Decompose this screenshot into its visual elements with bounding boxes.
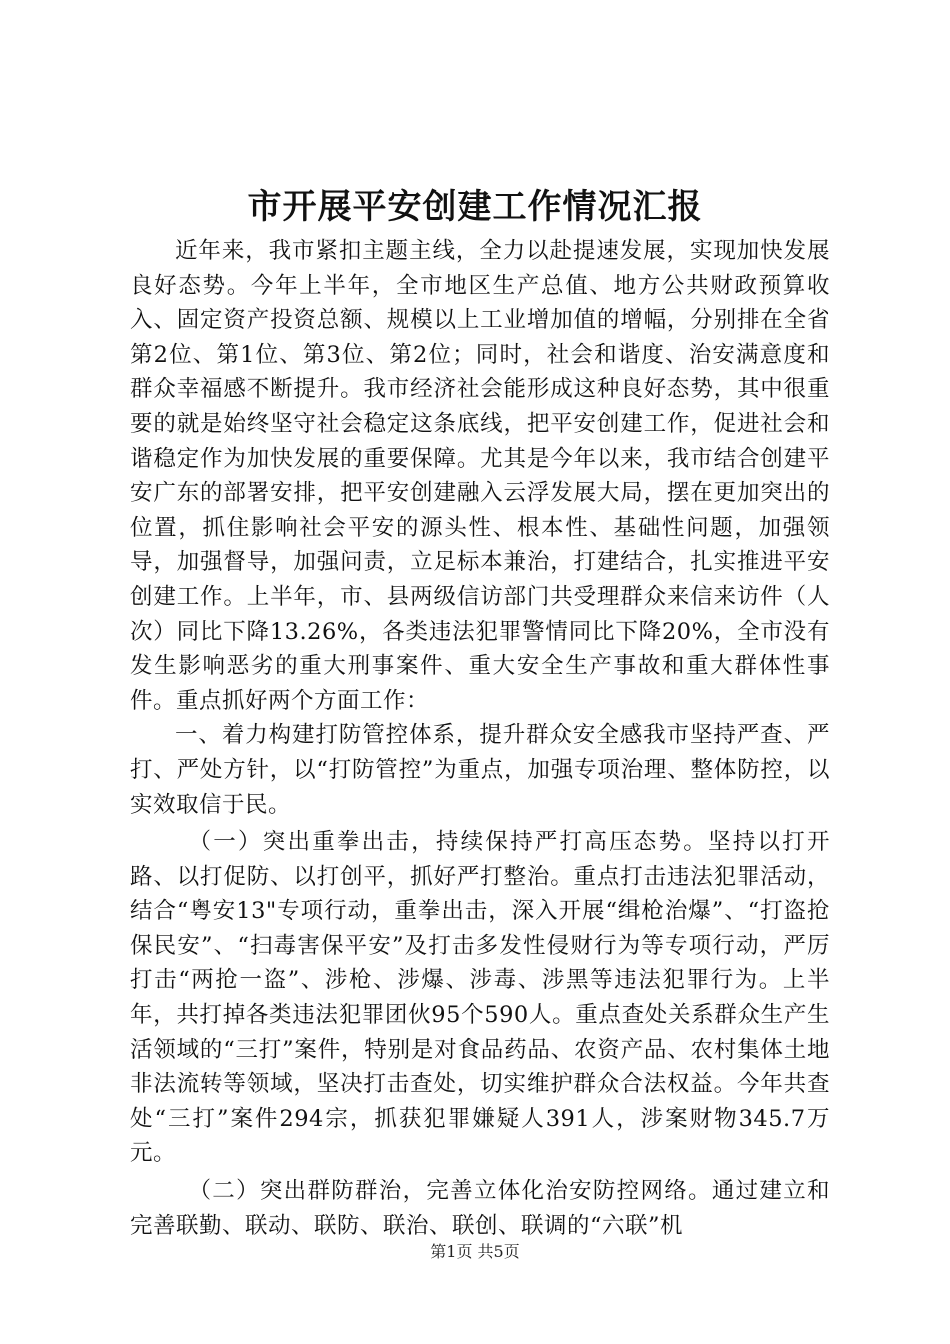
paragraph-subsection-2: （二）突出群防群治，完善立体化治安防控网络。通过建立和完善联勤、联动、联防、联治、联创、联调的“六联”机	[130, 1178, 830, 1239]
page-footer: 第1页 共5页	[430, 1242, 520, 1261]
document-body	[130, 234, 830, 1243]
paragraph-intro: 近年来，我市紧扣主题主线，全力以赴提速发展，实现加快发展良好态势。今年上半年，全市地区生产总值、地方公共财政预算收入、固定资产投资总额、规模以上工业增加值的增幅，分别排在全省第2位、第1位、第3位、第2位；同时，社会和谐度、治安满意度和群众幸福感不断提升。我市经济社会能形成这种良好态势，其中很重要的就是始终坚守社会稳定这条底线，把平安创建工作，促进社会和谐稳定作为加快发展的重要保障。尤其是今年以来，我市结合创建平安广东的部署安排，把平安创建融入云浮发展大局，摆在更加突出的位置，抓住影响社会平安的源头性、根本性、基础性问题，加强领导，加强督导，加强问责，立足标本兼治，打建结合，扎实推进平安创建工作。上半年，市、县两级信访部门共受理群众来信来访件（人次）同比下降13.26%，各类违法犯罪警情同比下降20%，全市没有发生影响恶劣的重大刑事案件、重大安全生产事故和重大群体性事件。重点抓好两个方面工作：	[130, 238, 830, 714]
document-title: 市开展平安创建工作情况汇报	[247, 187, 703, 227]
paragraph-section-1: 一、着力构建打防管控体系，提升群众安全感我市坚持严查、严打、严处方针，以“打防管控”为重点，加强专项治理、整体防控，以实效取信于民。	[130, 722, 830, 818]
paragraph-subsection-1: （一）突出重拳出击，持续保持严打高压态势。坚持以打开路、以打促防、以打创平，抓好严打整治。重点打击违法犯罪活动，结合“粤安13"专项行动，重拳出击，深入开展“缉枪治爆”、“打盗抢保民安”、“扫毒害保平安”及打击多发性侵财行为等专项行动，严厉打击“两抢一盗”、涉枪、涉爆、涉毒、涉黑等违法犯罪行为。上半年，共打掉各类违法犯罪团伙95个590人。重点查处关系群众生产生活领域的“三打”案件，特别是对食品药品、农资产品、农村集体土地非法流转等领域，坚决打击查处，切实维护群众合法权益。今年共查处“三打”案件294宗，抓获犯罪嫌疑人391人，涉案财物345.7万元。	[130, 829, 830, 1167]
